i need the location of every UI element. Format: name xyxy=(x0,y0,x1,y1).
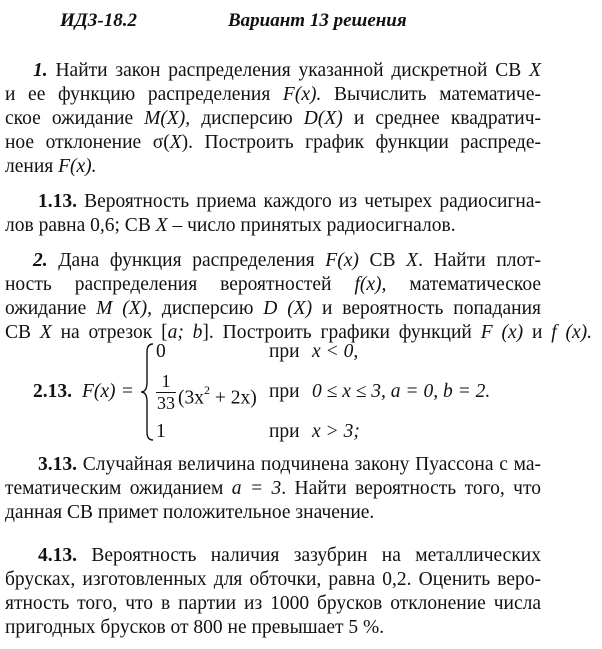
task-2-text-1c: . Найти плот- xyxy=(418,250,541,271)
func-arg: (x) xyxy=(337,250,359,271)
task-3-13-line-1 xyxy=(38,454,541,476)
case-2-expr-part2: + 2x) xyxy=(210,387,257,409)
task-1-text-5: ления xyxy=(5,156,59,177)
task-2-line-2 xyxy=(5,274,541,296)
header-left: ИДЗ-18.2 xyxy=(60,10,138,31)
task-2-text-2a: ность распределения вероятностей xyxy=(5,274,355,295)
case-3-when: при xyxy=(269,421,300,442)
task-2-text-4d: и xyxy=(523,322,552,343)
func-M: M xyxy=(144,108,161,129)
task-4-13-text-1: Вероятность наличия зазубрин на металлических xyxy=(77,545,541,566)
func-M-arg: (X), xyxy=(160,108,191,129)
task-3-13-text-1: Случайная величина подчинена закону Пуассона с ма- xyxy=(77,454,541,475)
task-2-text-2b: математическое xyxy=(386,274,542,295)
interval-ab: a; b xyxy=(167,322,203,343)
task-1-text-3b: дисперсию xyxy=(190,108,304,129)
poisson-param: a = 3 xyxy=(231,478,282,499)
var-x: X xyxy=(155,215,168,236)
task-4-13-line-4 xyxy=(5,617,384,639)
var-x: X xyxy=(406,250,419,271)
task-2-line-3 xyxy=(5,298,541,320)
var-x: X xyxy=(39,322,52,343)
task-2-text-1b: СВ xyxy=(358,250,407,271)
task-1-text-3c: и среднее квадратич- xyxy=(342,108,541,129)
func-arg: (x). xyxy=(70,156,97,177)
var-x: X xyxy=(529,60,541,81)
func-D-arg: (X) xyxy=(277,298,313,319)
func-M-arg: (X), xyxy=(112,298,153,319)
task-1-13-text-2b: – число принятых радиосигналов. xyxy=(167,215,456,236)
task-1-line-1 xyxy=(33,60,541,82)
equals-sign: = xyxy=(122,381,133,402)
task-2-text-1a: Дана функция распределения xyxy=(47,250,326,271)
func-arg: (x) xyxy=(492,322,524,343)
task-1-text-3: ское ожидание xyxy=(5,108,145,129)
fraction-numerator: 1 xyxy=(161,371,171,391)
task-3-13-line-2 xyxy=(5,478,541,500)
task-1-13-text-2a: лов равна 0,6; СВ xyxy=(5,215,156,236)
func-D: D xyxy=(263,298,278,319)
task-2-13-number: 2.13. xyxy=(33,381,72,402)
task-4-13-line-1 xyxy=(38,545,541,567)
task-2-line-1 xyxy=(33,250,541,272)
task-2-number: 2. xyxy=(33,250,48,271)
case-3-value: 1 xyxy=(156,421,166,442)
task-2-text-3a: ожидание xyxy=(5,298,97,319)
func-M: M xyxy=(96,298,113,319)
task-1-text-2b: Вычислить математиче- xyxy=(321,84,541,105)
task-1-line-5 xyxy=(5,156,97,178)
case-2-condition: 0 ≤ x ≤ 3, a = 0, b = 2. xyxy=(312,381,491,402)
case-1-condition: x < 0, xyxy=(312,341,359,362)
func-arg: (x), xyxy=(359,274,387,295)
task-1-text-1: Найти закон распределения указанной дискретной СВ xyxy=(55,60,530,81)
func-arg: (x). xyxy=(294,84,322,105)
task-4-13-line-3 xyxy=(5,593,541,615)
task-2-text-3b: дисперсию xyxy=(152,298,264,319)
func-F: F xyxy=(58,156,71,177)
task-3-13-line-3 xyxy=(5,502,374,524)
sigma: σ( xyxy=(152,132,170,153)
task-1-13-line-2 xyxy=(5,215,456,237)
func-F-of-x: F(x) xyxy=(82,381,116,402)
func-F: F xyxy=(325,250,338,271)
func-f: f xyxy=(551,322,557,343)
fraction-denominator: 33 xyxy=(157,393,175,413)
task-1-line-3 xyxy=(5,108,541,130)
func-f: f xyxy=(354,274,360,295)
task-4-13-text-4: пригодных брусков от 800 не превышает 5 %. xyxy=(5,617,385,638)
task-1-text-2: и ее функцию распределения xyxy=(5,84,283,105)
task-2-text-4c: ]. Построить графики функций xyxy=(202,322,481,343)
task-3-13-text-2a: тематическим ожиданием xyxy=(5,478,232,499)
task-3-13-number: 3.13. xyxy=(38,454,77,475)
task-3-13-text-3: данная СВ примет положительное значение. xyxy=(5,502,375,523)
func-D-arg: (X) xyxy=(317,108,343,129)
case-2-expression xyxy=(178,381,257,410)
task-1-13-line-1 xyxy=(38,191,541,213)
case-2-expr-part1: (3x xyxy=(178,387,204,409)
case-1-when: при xyxy=(269,341,300,362)
task-1-line-2 xyxy=(5,84,541,106)
task-4-13-text-2: брусках, изготовленных для обточки, равна 0,2. Оценить веро- xyxy=(5,569,541,590)
exponent: 2 xyxy=(204,383,210,397)
func-F: F xyxy=(282,84,295,105)
var-x: X xyxy=(169,132,182,153)
task-1-number: 1. xyxy=(33,60,48,81)
header-right: Вариант 13 решения xyxy=(228,10,407,31)
case-1-value: 0 xyxy=(156,341,166,362)
task-1-13-text-1: Вероятность приема каждого из четырех радиосигна- xyxy=(77,191,541,212)
task-2-text-3c: и вероятность попадания xyxy=(312,298,541,319)
func-D: D xyxy=(303,108,318,129)
task-4-13-line-2 xyxy=(5,569,541,591)
func-F: F xyxy=(480,322,493,343)
task-3-13-text-2b: . Найти вероятность того, что xyxy=(281,478,541,499)
case-3-condition: x > 3; xyxy=(312,421,360,442)
task-1-text-4b: ). Построить график функции распреде- xyxy=(181,132,541,153)
left-brace-icon xyxy=(140,342,156,442)
task-1-line-4 xyxy=(5,132,541,154)
task-2-text-4b: на отрезок [ xyxy=(51,322,168,343)
case-2-when: при xyxy=(269,381,300,402)
task-4-13-number: 4.13. xyxy=(38,545,77,566)
task-1-text-4: ное отклонение xyxy=(5,132,153,153)
func-arg: (x). xyxy=(556,322,592,343)
task-2-text-4a: СВ xyxy=(5,322,40,343)
task-4-13-text-3: ятность того, что в партии из 1000 брусков отклонение числа xyxy=(5,593,541,614)
task-1-13-number: 1.13. xyxy=(38,191,77,212)
